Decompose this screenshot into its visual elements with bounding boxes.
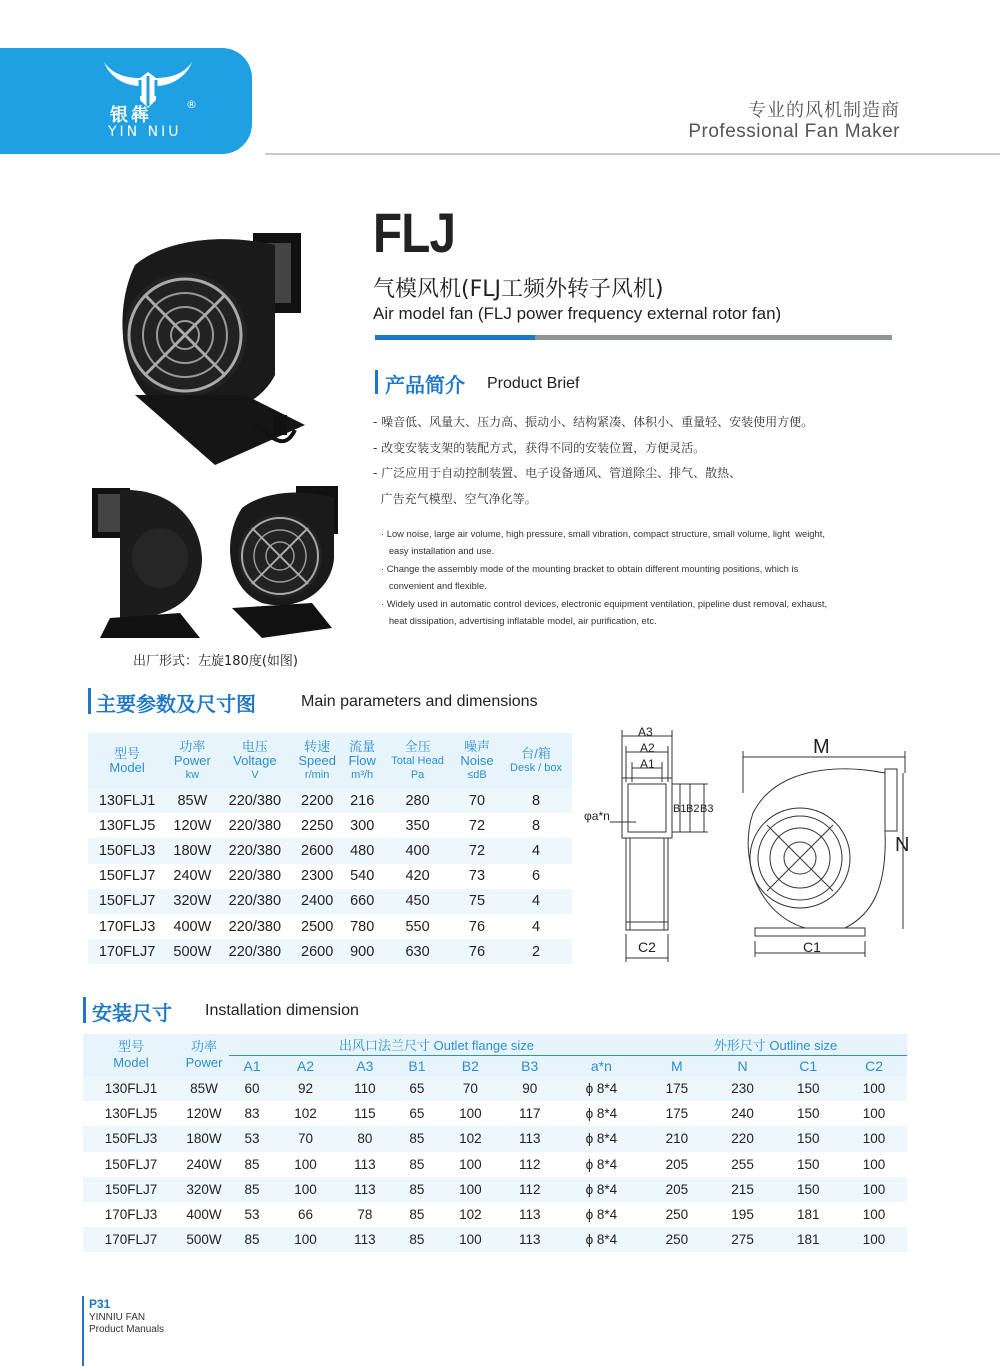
params-cell: 73 <box>468 868 486 885</box>
install-cell: 113 <box>354 1156 376 1172</box>
brief-en-line: easy installation and use. <box>381 545 495 557</box>
install-cell: 90 <box>501 1076 559 1101</box>
install-col-header: A3 <box>336 1055 394 1076</box>
params-header-unit: r/min <box>304 768 330 781</box>
params-header-cn: 噪声 <box>463 738 490 754</box>
install-col-power <box>179 1034 229 1076</box>
install-header-row-1 <box>83 1034 907 1055</box>
install-cell: 85 <box>394 1177 440 1202</box>
install-cell: 210 <box>644 1126 710 1151</box>
brief-heading-en: Product Brief <box>487 375 580 392</box>
params-cell: 216 <box>343 788 381 813</box>
params-header-cn: 转速 <box>304 738 331 754</box>
brief-en-line: · Widely used in automatic control devices, electronic equipment ventilation, pipeline dust removal, exhaust, <box>381 597 828 609</box>
params-heading-cn: 主要参数及尺寸图 <box>96 692 256 716</box>
params-col-header <box>291 733 343 788</box>
params-cell: 220/380 <box>219 939 292 964</box>
install-cell: 53 <box>244 1207 260 1223</box>
params-header-unit: V <box>251 768 259 781</box>
install-cell: 130FLJ5 <box>104 1106 158 1122</box>
title-underline-gray <box>535 335 892 340</box>
install-cell: 255 <box>731 1156 754 1172</box>
params-header-cn: 台/箱 <box>521 745 551 761</box>
brief-en-line: convenient and flexible. <box>381 580 487 592</box>
install-cell: 102 <box>440 1126 501 1151</box>
install-row <box>83 1101 907 1126</box>
install-col-header: B1 <box>394 1055 440 1076</box>
install-cell: 150 <box>775 1076 841 1101</box>
params-header-cn: 流量 <box>349 738 376 754</box>
params-col-header <box>500 733 572 788</box>
install-cell: 112 <box>501 1177 559 1202</box>
params-cell: 76 <box>454 939 500 964</box>
params-cell: 2500 <box>301 918 334 935</box>
params-cell: 130FLJ1 <box>88 788 166 813</box>
install-cell: 100 <box>275 1227 336 1252</box>
install-cell: 195 <box>731 1207 754 1223</box>
install-cell: 175 <box>644 1076 710 1101</box>
params-header-en: Total Head <box>391 754 444 767</box>
install-cell: 320W <box>179 1177 229 1202</box>
install-cell: 113 <box>518 1207 541 1223</box>
params-row <box>88 939 572 964</box>
install-cell: ϕ 8*4 <box>559 1076 644 1101</box>
install-cell: 78 <box>357 1207 373 1223</box>
install-cell: 66 <box>297 1207 313 1223</box>
params-cell: 150FLJ7 <box>88 889 166 914</box>
params-row <box>88 813 572 838</box>
install-cell: 150 <box>796 1156 820 1172</box>
install-cell: ϕ 8*4 <box>559 1227 644 1252</box>
install-col-header: C2 <box>841 1055 907 1076</box>
tagline-english: Professional Fan Maker <box>688 121 900 142</box>
install-model-cn: 型号 <box>117 1039 144 1054</box>
params-cell: 4 <box>500 838 572 863</box>
install-cell: 85W <box>179 1076 229 1101</box>
install-cell: 170FLJ7 <box>83 1227 179 1252</box>
params-header-en: Noise <box>460 752 494 768</box>
install-cell: ϕ 8*4 <box>585 1156 618 1172</box>
params-cell: 320W <box>166 889 218 914</box>
params-cell: 150FLJ3 <box>88 838 166 863</box>
footer-doc: Product Manuals <box>89 1324 165 1335</box>
install-cell: 100 <box>294 1156 317 1172</box>
install-cell: 85 <box>394 1126 440 1151</box>
install-cell: 250 <box>665 1207 689 1223</box>
install-col-header: B3 <box>501 1055 559 1076</box>
params-cell: 76 <box>468 918 486 935</box>
install-cell: 100 <box>459 1156 482 1172</box>
install-cell: 85 <box>409 1207 425 1223</box>
install-cell: ϕ 8*4 <box>585 1207 618 1223</box>
install-cell: 100 <box>275 1177 336 1202</box>
params-header-en: Power <box>173 752 211 768</box>
install-model-en: Model <box>113 1055 149 1070</box>
params-cell: 280 <box>381 788 454 813</box>
install-cell: 181 <box>796 1207 820 1223</box>
params-cell: 350 <box>405 817 430 834</box>
install-cell: 60 <box>229 1076 275 1101</box>
install-cell: 117 <box>518 1106 541 1122</box>
fan-photo-side <box>90 478 215 643</box>
title-underline-blue <box>375 335 535 340</box>
params-header-unit: ≤dB <box>467 768 487 781</box>
params-row <box>88 788 572 813</box>
dim-a2-label: A2 <box>640 741 655 755</box>
params-cell: 130FLJ5 <box>98 817 156 834</box>
params-cell: 72 <box>468 817 486 834</box>
dim-a3-label: A3 <box>638 725 653 739</box>
dim-a1-label: A1 <box>640 757 655 771</box>
params-cell: 180W <box>166 838 218 863</box>
params-header-cn: 电压 <box>241 738 268 754</box>
params-header-en: Model <box>109 759 145 775</box>
install-cell: 113 <box>501 1227 559 1252</box>
params-cell: 240W <box>173 868 212 885</box>
install-cell: 85 <box>244 1156 260 1172</box>
params-cell: 85W <box>166 788 218 813</box>
dim-c2-label: C2 <box>638 939 656 955</box>
params-cell: 540 <box>350 868 375 885</box>
install-heading-en: Installation dimension <box>205 1002 359 1019</box>
install-col-model <box>83 1034 179 1076</box>
install-cell: 102 <box>294 1106 317 1122</box>
params-cell: 450 <box>381 889 454 914</box>
install-cell: 100 <box>841 1227 907 1252</box>
install-cell: 113 <box>336 1227 394 1252</box>
install-cell: 150 <box>796 1106 820 1122</box>
params-cell: 170FLJ3 <box>98 918 156 935</box>
install-group-outline: 外形尺寸 Outline size <box>644 1034 907 1055</box>
product-title-cn: 气模风机(FLJ工频外转子风机) <box>373 277 664 302</box>
install-cell: 85 <box>409 1156 425 1172</box>
params-header-en: Speed <box>298 752 336 768</box>
brief-heading-bar <box>375 370 378 394</box>
install-heading-bar <box>83 997 86 1023</box>
dim-b3-label: B3 <box>700 803 714 815</box>
params-header-unit: Pa <box>410 768 425 781</box>
fan-photo-front <box>222 478 344 643</box>
params-cell: 8 <box>500 788 572 813</box>
params-cell: 70 <box>454 788 500 813</box>
photo-caption: 出厂形式：左旋180度(如图) <box>133 654 298 669</box>
params-col-header <box>454 733 500 788</box>
install-cell: 70 <box>440 1076 501 1101</box>
params-header-en: Flow <box>348 752 376 768</box>
install-cell: 113 <box>336 1177 394 1202</box>
install-heading-cn: 安装尺寸 <box>92 1001 172 1025</box>
brief-en-line: · Low noise, large air volume, high pressure, small vibration, compact structure, small volume, light weight, <box>381 528 825 539</box>
product-title-en: Air model fan (FLJ power frequency external rotor fan) <box>373 304 782 323</box>
dim-m-label: M <box>813 736 830 758</box>
install-cell: 170FLJ3 <box>104 1207 158 1223</box>
install-cell: 130FLJ1 <box>83 1076 179 1101</box>
params-cell: 150FLJ7 <box>98 868 156 885</box>
footer-brand: YINNIU FAN <box>89 1312 146 1323</box>
params-heading-en: Main parameters and dimensions <box>301 693 538 710</box>
params-cell: 2 <box>500 939 572 964</box>
install-cell: 85 <box>394 1227 440 1252</box>
install-row <box>83 1152 907 1177</box>
logo-chinese: 银犇 <box>110 105 152 126</box>
install-cell: 180W <box>179 1126 229 1151</box>
params-cell: 900 <box>343 939 381 964</box>
brief-cn-line: - 噪音低、风量大、压力高、振动小、结构紧凑、体积小、重量轻、安装使用方便。 <box>373 415 814 429</box>
front-view-diagram <box>735 733 915 965</box>
install-cell: 150 <box>775 1177 841 1202</box>
dim-n-label: N <box>895 834 910 856</box>
install-cell: 115 <box>354 1106 376 1122</box>
params-cell: 2300 <box>301 868 334 885</box>
brief-cn-line: 广告充气模型、空气净化等。 <box>373 492 537 507</box>
params-header-unit: m³/h <box>351 768 374 781</box>
install-cell: 250 <box>644 1227 710 1252</box>
params-cell: 660 <box>343 889 381 914</box>
install-cell: 100 <box>841 1126 907 1151</box>
install-cell: 100 <box>841 1177 907 1202</box>
params-cell: 420 <box>405 868 430 885</box>
install-col-header: N <box>710 1055 776 1076</box>
params-cell: 220/380 <box>228 817 282 834</box>
params-cell: 220/380 <box>228 918 282 935</box>
install-cell: 100 <box>862 1106 886 1122</box>
brief-en-text <box>381 525 827 629</box>
dim-c1-label: C1 <box>803 939 821 955</box>
registered-mark: ® <box>186 98 197 111</box>
install-cell: 100 <box>862 1207 886 1223</box>
params-cell: 2600 <box>291 838 343 863</box>
install-cell: 100 <box>459 1106 482 1122</box>
params-cell: 6 <box>531 868 541 885</box>
install-cell: 150 <box>775 1126 841 1151</box>
params-row <box>88 889 572 914</box>
install-cell: 230 <box>710 1076 776 1101</box>
install-cell: 150FLJ7 <box>83 1177 179 1202</box>
install-cell: 83 <box>244 1106 260 1122</box>
install-cell: 102 <box>459 1207 482 1223</box>
params-row <box>88 914 572 939</box>
dim-b2-label: B2 <box>686 803 700 815</box>
install-col-header: C1 <box>775 1055 841 1076</box>
params-cell: 220/380 <box>219 889 292 914</box>
brief-en-line: heat dissipation, advertising inflatable model, air purification, etc. <box>381 615 657 627</box>
install-cell: 240W <box>186 1156 222 1172</box>
brief-cn-line: - 改变安装支架的装配方式，获得不同的安装位置，方便灵活。 <box>373 440 706 455</box>
side-view-diagram <box>580 722 720 965</box>
install-col-header: M <box>644 1055 710 1076</box>
params-cell: 220/380 <box>219 838 292 863</box>
install-cell: 400W <box>186 1207 222 1223</box>
install-cell: 150FLJ3 <box>83 1126 179 1151</box>
params-cell: 300 <box>350 817 375 834</box>
install-row <box>83 1126 907 1151</box>
install-cell: 100 <box>440 1177 501 1202</box>
params-header-cn: 功率 <box>179 738 206 754</box>
logo-english: YIN NIU <box>108 124 182 140</box>
page-number: P31 <box>89 1297 111 1311</box>
install-cell: 100 <box>862 1156 886 1172</box>
install-col-header: a*n <box>559 1055 644 1076</box>
install-col-header: A2 <box>275 1055 336 1076</box>
params-header-cn: 型号 <box>114 745 141 761</box>
install-group-flange: 出风口法兰尺寸 Outlet flange size <box>229 1034 644 1055</box>
params-header-cn: 全压 <box>404 738 431 754</box>
footer-bar <box>82 1296 84 1366</box>
params-cell: 2600 <box>291 939 343 964</box>
params-heading-bar <box>88 688 91 714</box>
params-row <box>88 838 572 863</box>
header-divider <box>265 153 1000 155</box>
brand-logo <box>0 48 252 154</box>
install-cell: 53 <box>229 1126 275 1151</box>
brief-cn-text <box>373 410 813 513</box>
params-cell: 220/380 <box>228 868 282 885</box>
install-cell: 110 <box>336 1076 394 1101</box>
install-cell: 181 <box>775 1227 841 1252</box>
params-cell: 4 <box>531 918 541 935</box>
install-cell: 240 <box>731 1106 754 1122</box>
params-cell: 75 <box>454 889 500 914</box>
params-cell: 2200 <box>291 788 343 813</box>
params-cell: 8 <box>531 817 541 834</box>
brief-en-line: · Change the assembly mode of the mounting bracket to obtain different mounting positions, which is <box>381 562 799 574</box>
params-cell: 220/380 <box>219 788 292 813</box>
params-header-unit: kw <box>185 768 200 781</box>
install-col-header: B2 <box>440 1055 501 1076</box>
install-cell: 205 <box>665 1156 689 1172</box>
install-cell: ϕ 8*4 <box>559 1177 644 1202</box>
params-header-en: Voltage <box>233 752 277 768</box>
install-row <box>83 1177 907 1202</box>
install-cell: 220 <box>710 1126 776 1151</box>
install-row <box>83 1227 907 1252</box>
install-table <box>83 1034 907 1252</box>
params-cell: 72 <box>454 838 500 863</box>
params-cell: 550 <box>405 918 430 935</box>
params-cell: 170FLJ7 <box>88 939 166 964</box>
install-cell: 100 <box>841 1076 907 1101</box>
params-table <box>88 733 572 964</box>
install-cell: 275 <box>710 1227 776 1252</box>
install-power-cn: 功率 <box>190 1039 217 1054</box>
install-cell: 500W <box>179 1227 229 1252</box>
model-title: FLJ <box>373 201 456 264</box>
install-cell: ϕ 8*4 <box>559 1126 644 1151</box>
params-col-header <box>381 733 454 788</box>
install-col-header: A1 <box>229 1055 275 1076</box>
install-cell: 120W <box>186 1106 222 1122</box>
brief-cn-line: - 广泛应用于自动控制装置、电子设备通风、管道除尘、排气、散热、 <box>373 466 742 481</box>
params-col-header <box>219 733 292 788</box>
install-cell: 65 <box>409 1106 425 1122</box>
fan-photo-main <box>105 225 355 470</box>
install-cell: 85 <box>229 1227 275 1252</box>
params-cell: 120W <box>173 817 212 834</box>
install-cell: 112 <box>518 1156 541 1172</box>
params-cell: 4 <box>500 889 572 914</box>
install-power-en: Power <box>185 1055 223 1070</box>
brief-heading-cn: 产品简介 <box>385 373 465 397</box>
params-col-header <box>343 733 381 788</box>
params-cell: 2400 <box>291 889 343 914</box>
install-cell: 65 <box>394 1076 440 1101</box>
params-col-header <box>166 733 218 788</box>
install-cell: 113 <box>501 1126 559 1151</box>
params-cell: 2250 <box>301 817 334 834</box>
install-cell: 70 <box>275 1126 336 1151</box>
params-col-header <box>88 733 166 788</box>
params-cell: 400W <box>173 918 212 935</box>
install-row <box>83 1202 907 1227</box>
install-cell: 205 <box>644 1177 710 1202</box>
install-cell: 92 <box>275 1076 336 1101</box>
params-cell: 630 <box>381 939 454 964</box>
params-cell: 400 <box>381 838 454 863</box>
params-row <box>88 864 572 889</box>
install-cell: 85 <box>229 1177 275 1202</box>
install-cell: ϕ 8*4 <box>585 1106 618 1122</box>
install-row <box>83 1076 907 1101</box>
dim-hole-label: φa*n <box>584 809 610 823</box>
install-cell: 215 <box>710 1177 776 1202</box>
install-cell: 80 <box>336 1126 394 1151</box>
tagline-chinese: 专业的风机制造商 <box>748 100 900 121</box>
install-cell: 150FLJ7 <box>104 1156 158 1172</box>
install-cell: 175 <box>665 1106 689 1122</box>
params-header-en: Desk / box <box>510 761 562 774</box>
params-cell: 480 <box>343 838 381 863</box>
dim-b1-label: B1 <box>673 803 687 815</box>
params-header-row <box>88 733 572 788</box>
params-cell: 780 <box>350 918 375 935</box>
params-cell: 500W <box>166 939 218 964</box>
install-cell: 100 <box>440 1227 501 1252</box>
